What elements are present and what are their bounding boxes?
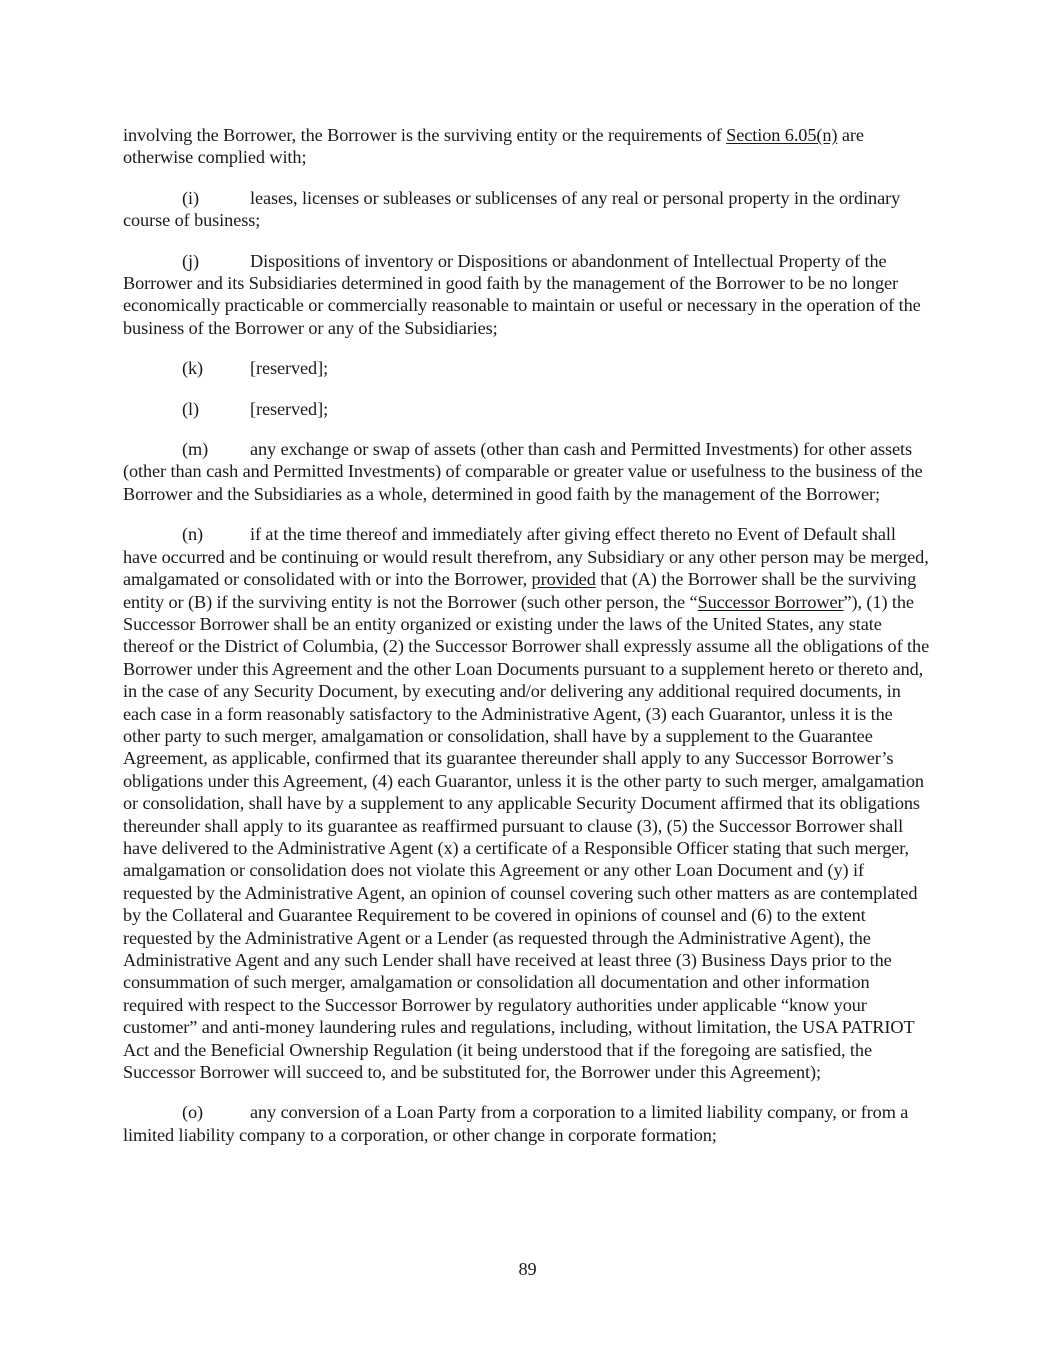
clause-m (123, 438, 932, 505)
text-run: that (A) the Borrower shall be the surviving entity or (B) if the surviving entity is not the Borrower (such other person, the “ (123, 569, 917, 612)
clause-j (123, 250, 932, 340)
underlined-text: Section 6.05(n) (726, 125, 838, 145)
clause-label: (k) (182, 358, 204, 379)
text-run: involving the Borrower, the Borrower is the surviving entity or the requirements of (123, 125, 727, 145)
underlined-text: provided (531, 569, 596, 590)
text-run: if at the time thereof and immediately after giving effect thereto no Event of Default shall have occurred and be continuing or would result therefrom, any Subsidiary or any other person may be merged, amalgamated or consolidated with or into the Borrower, (123, 524, 929, 590)
text-run: any conversion of a Loan Party from a corporation to a limited liability company, or from a limited liability company to a corporation, or other change in corporate formation; (123, 1102, 909, 1145)
text-run: leases, licenses or subleases or sublicenses of any real or personal property in the ordinary course of business; (123, 187, 901, 231)
clause-l (123, 398, 932, 420)
clause-label: (l) (182, 398, 199, 419)
text-run: Dispositions of inventory or Dispositions or abandonment of Intellectual Property of the Borrower and its Subsidiaries determined in good faith by the management of the Borrower to be no longer economically practicable or commercially reasonable to maintain or useful or necessary in the operation of the business of the Borrower or any of the Subsidiaries; (123, 250, 921, 338)
clause-k (123, 357, 932, 379)
text-run: [reserved]; (250, 358, 329, 379)
text-run: any exchange or swap of assets (other than cash and Permitted Investments) for other assets (other than cash and Permitted Investments) of comparable or greater value or usefulness to the business of the Borrower and the Subsidiaries as a whole, determined in good faith by the management of the Borrower; (123, 439, 923, 504)
text-run: are otherwise complied with; (123, 125, 864, 168)
clause-label: (j) (182, 250, 199, 271)
text-run: [reserved]; (250, 398, 329, 419)
clause-o (123, 1101, 932, 1146)
clause-n (123, 523, 932, 1083)
clause-i (123, 187, 932, 232)
document-body (123, 124, 932, 1146)
clause-label: (n) (182, 524, 204, 545)
clause-label: (o) (182, 1102, 204, 1123)
clause-label: (i) (182, 187, 199, 208)
clause-label: (m) (182, 439, 209, 460)
paragraph-continuation (123, 124, 932, 169)
text-run: ”), (1) the Successor Borrower shall be an entity organized or existing under the laws of the United States, any state thereof or the District of Columbia, (2) the Successor Borrower shall expressly assume all the obligations of the Borrower under this Agreement and the other Loan Documents pursuant to a supplement hereto or thereto and, in the case of any Security Document, by executing and/or delivering any additional required documents, in each case in a form reasonably satisfactory to the Administrative Agent, (3) each Guarantor, unless it is the other party to such merger, amalgamation or consolidation, shall have by a supplement to the Guarantee Agreement, as applicable, confirmed that its guarantee thereunder shall apply to any Successor Borrower’s obligations under this Agreement, (4) each Guarantor, unless it is the other party to such merger, amalgamation or consolidation, shall have by a supplement to any applicable Security Document affirmed that its obligations thereunder shall apply to its guarantee as reaffirmed pursuant to clause (3), (5) the Successor Borrower shall have delivered to the Administrative Agent (x) a certificate of a Responsible Officer stating that such merger, amalgamation or consolidation does not violate this Agreement or any other Loan Document and (y) if requested by the Administrative Agent, an opinion of counsel covering such other matters as are contemplated by the Collateral and Guarantee Requirement to be covered in opinions of counsel and (6) to the extent requested by the Administrative Agent or a Lender (as requested through the Administrative Agent), the Administrative Agent and any such Lender shall have received at least three (3) Business Days prior to the consummation of such merger, amalgamation or consolidation all documentation and other information required with respect to the Successor Borrower by regulatory authorities under applicable “know your customer” and anti-money laundering rules and regulations, including, without limitation, the USA PATRIOT Act and the Beneficial Ownership Regulation (it being understood that if the foregoing are satisfied, the Successor Borrower will succeed to, and be substituted for, the Borrower under this Agreement); (123, 591, 930, 1083)
page-number: 89 (518, 1259, 537, 1279)
underlined-text: Successor Borrower (697, 591, 844, 612)
